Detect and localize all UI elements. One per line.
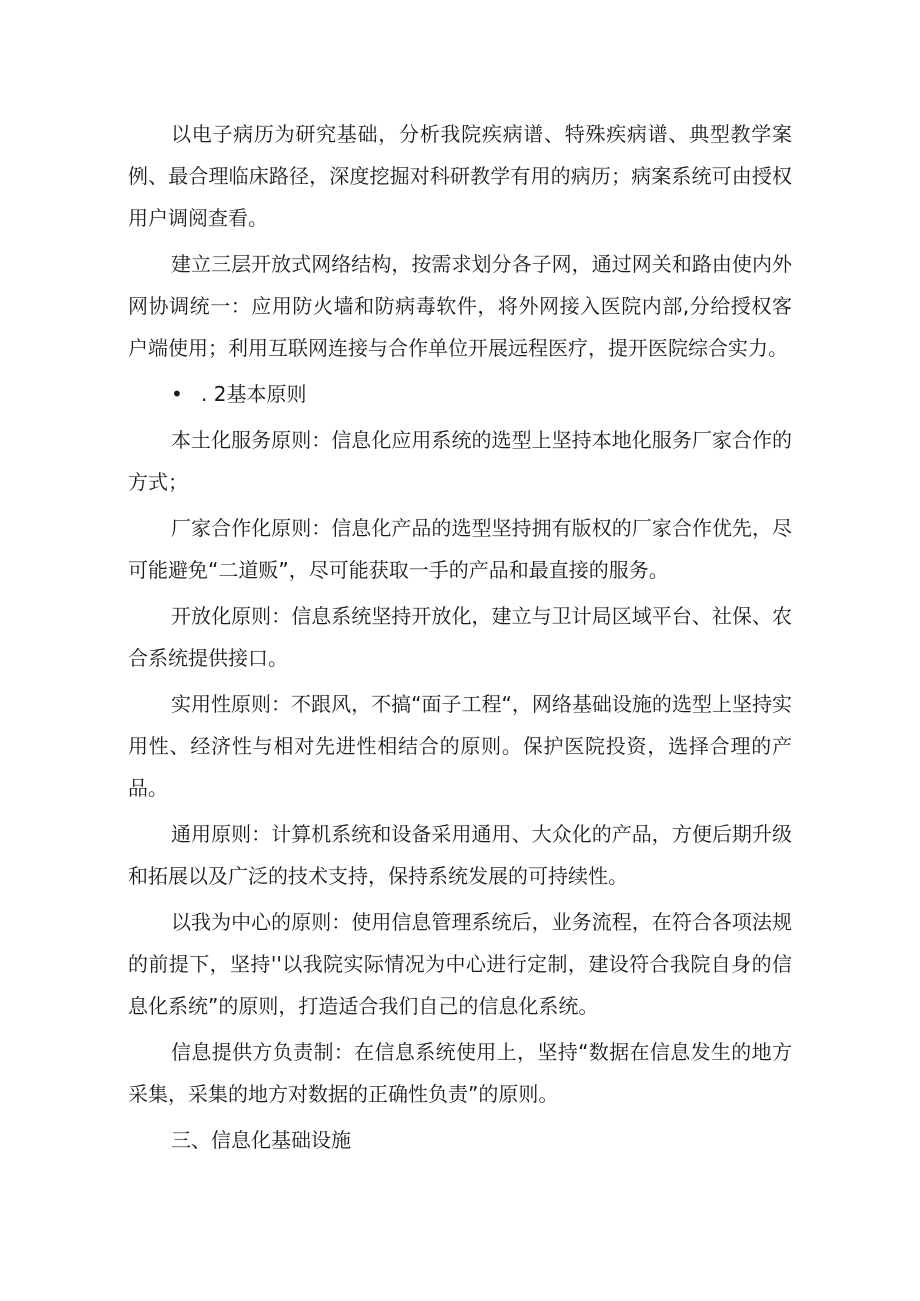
principle-data-responsibility: 信息提供方负责制：在信息系统使用上，坚持“数据在信息发生的地方采集，采集的地方对数据的正确性负责”的原则。 bbox=[128, 1040, 792, 1106]
principle-self-centered: 以我为中心的原则：使用信息管理系统后，业务流程，在符合各项法规的前提下，坚持''以我院实际情况为中心进行定制，建设符合我院自身的信息化系统”的原则，打造适合我们自己的信息化系统。 bbox=[128, 910, 792, 1018]
paragraph-emr-research: 以电子病历为研究基础，分析我院疾病谱、特殊疾病谱、典型教学案例、最合理临床路径，深度挖掘对科研教学有用的病历；病案系统可由授权用户调阅查看。 bbox=[128, 122, 792, 230]
section-heading-infrastructure: 三、信息化基础设施 bbox=[171, 1128, 351, 1152]
principle-universality: 通用原则：计算机系统和设备采用通用、大众化的产品，方便后期升级和拓展以及广泛的技术支持，保持系统发展的可持续性。 bbox=[128, 822, 792, 888]
section-heading-text: . 2基本原则 bbox=[201, 382, 307, 406]
principle-practicality: 实用性原则：不跟风，不搞“面子工程“，网络基础设施的选型上坚持实用性、经济性与相对先进性相结合的原则。保护医院投资，选择合理的产品。 bbox=[128, 692, 792, 800]
bullet-icon: • bbox=[171, 382, 183, 406]
document-body bbox=[128, 113, 792, 1161]
principle-localization: 本土化服务原则：信息化应用系统的选型上坚持本地化服务厂家合作的方式； bbox=[128, 428, 792, 494]
principle-vendor-cooperation: 厂家合作化原则：信息化产品的选型坚持拥有版权的厂家合作优先，尽可能避免“二道贩”，尽可能获取一手的产品和最直接的服务。 bbox=[128, 516, 792, 582]
principle-openness: 开放化原则：信息系统坚持开放化，建立与卫计局区域平台、社保、农合系统提供接口。 bbox=[128, 604, 792, 670]
section-heading-basic-principles bbox=[128, 373, 792, 415]
paragraph-network-structure: 建立三层开放式网络结构，按需求划分各子网，通过网关和路由使内外网协调统一：应用防火墙和防病毒软件，将外网接入医院内部,分给授权客户端使用；利用互联网连接与合作单位开展远程医疗，提开医院综合实力。 bbox=[128, 252, 792, 360]
